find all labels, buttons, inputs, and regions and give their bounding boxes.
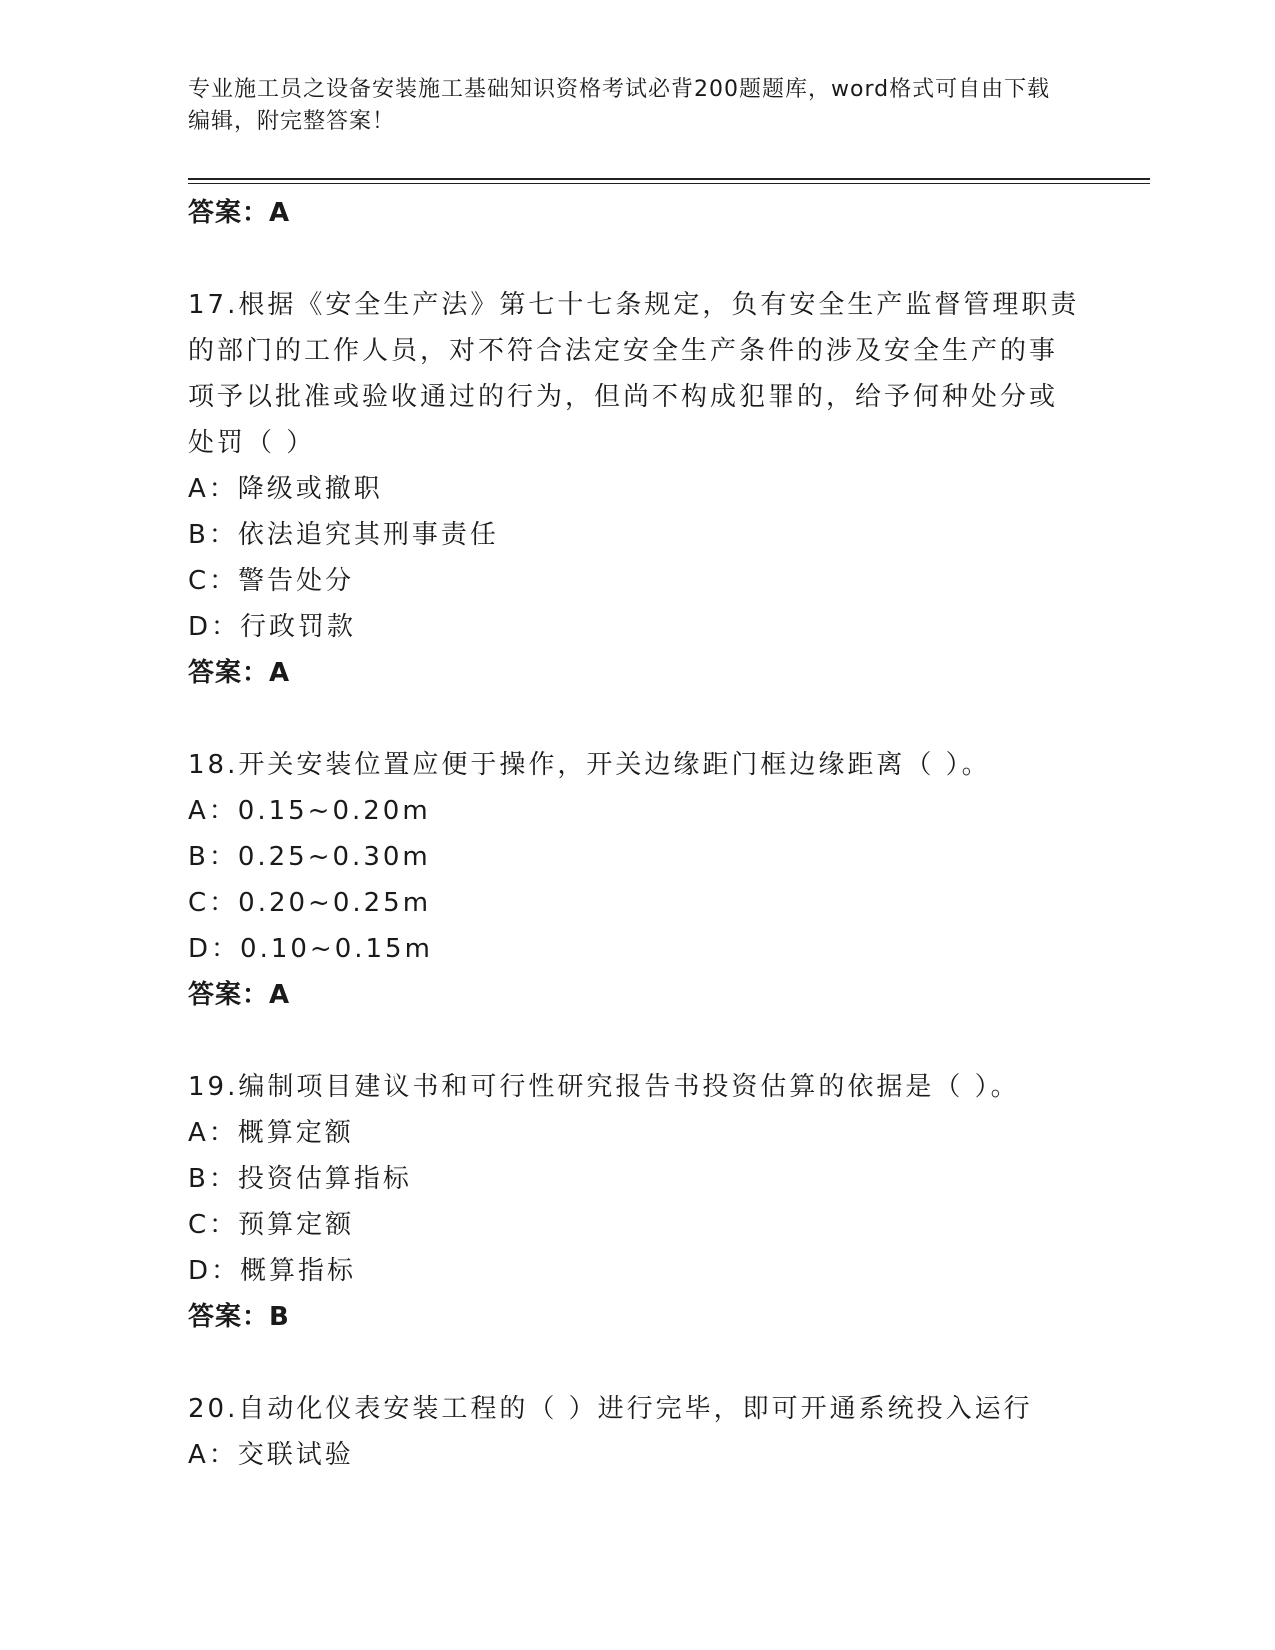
question-stem-line: 处罚（ ） <box>188 428 316 458</box>
document-header: 专业施工员之设备安装施工基础知识资格考试必背200题题库，word格式可自由下载编辑，附完整答案！ <box>188 77 1051 134</box>
option-a: A：概算定额 <box>188 1118 354 1148</box>
option-a: A：降级或撤职 <box>188 474 383 504</box>
question-stem-line: 18.开关安装位置应便于操作，开关边缘距门框边缘距离（ ）。 <box>188 750 991 780</box>
question-stem-line: 的部门的工作人员，对不符合法定安全生产条件的涉及安全生产的事 <box>188 336 1059 366</box>
question-20 <box>188 1386 1088 1478</box>
question-stem-line: 19.编制项目建议书和可行性研究报告书投资估算的依据是（ ）。 <box>188 1072 1020 1102</box>
option-d: D：0.10~0.15m <box>188 934 433 964</box>
question-19 <box>188 1064 1088 1340</box>
option-c: C：预算定额 <box>188 1210 355 1240</box>
answer: 答案：A <box>188 980 291 1010</box>
question-17 <box>188 282 1088 696</box>
header-divider-thin <box>188 183 1150 184</box>
option-d: D：行政罚款 <box>188 612 357 642</box>
header-divider-thick <box>188 178 1150 180</box>
question-list <box>188 190 1088 1478</box>
option-c: C：0.20~0.25m <box>188 888 432 918</box>
option-a: A：交联试验 <box>188 1440 354 1470</box>
answer: 答案：B <box>188 1302 290 1332</box>
question-stem-line: 项予以批准或验收通过的行为，但尚不构成犯罪的，给予何种处分或 <box>188 382 1059 412</box>
question-stem-line: 17.根据《安全生产法》第七十七条规定，负有安全生产监督管理职责 <box>188 290 1080 320</box>
question-18 <box>188 742 1088 1018</box>
option-b: B：投资估算指标 <box>188 1164 412 1194</box>
option-c: C：警告处分 <box>188 566 355 596</box>
answer: 答案：A <box>188 658 291 688</box>
option-a: A：0.15~0.20m <box>188 796 431 826</box>
option-b: B：依法追究其刑事责任 <box>188 520 499 550</box>
option-d: D：概算指标 <box>188 1256 357 1286</box>
previous-answer: 答案：A <box>188 198 291 228</box>
option-b: B：0.25~0.30m <box>188 842 431 872</box>
question-stem-line: 20.自动化仪表安装工程的（ ）进行完毕，即可开通系统投入运行 <box>188 1394 1033 1424</box>
